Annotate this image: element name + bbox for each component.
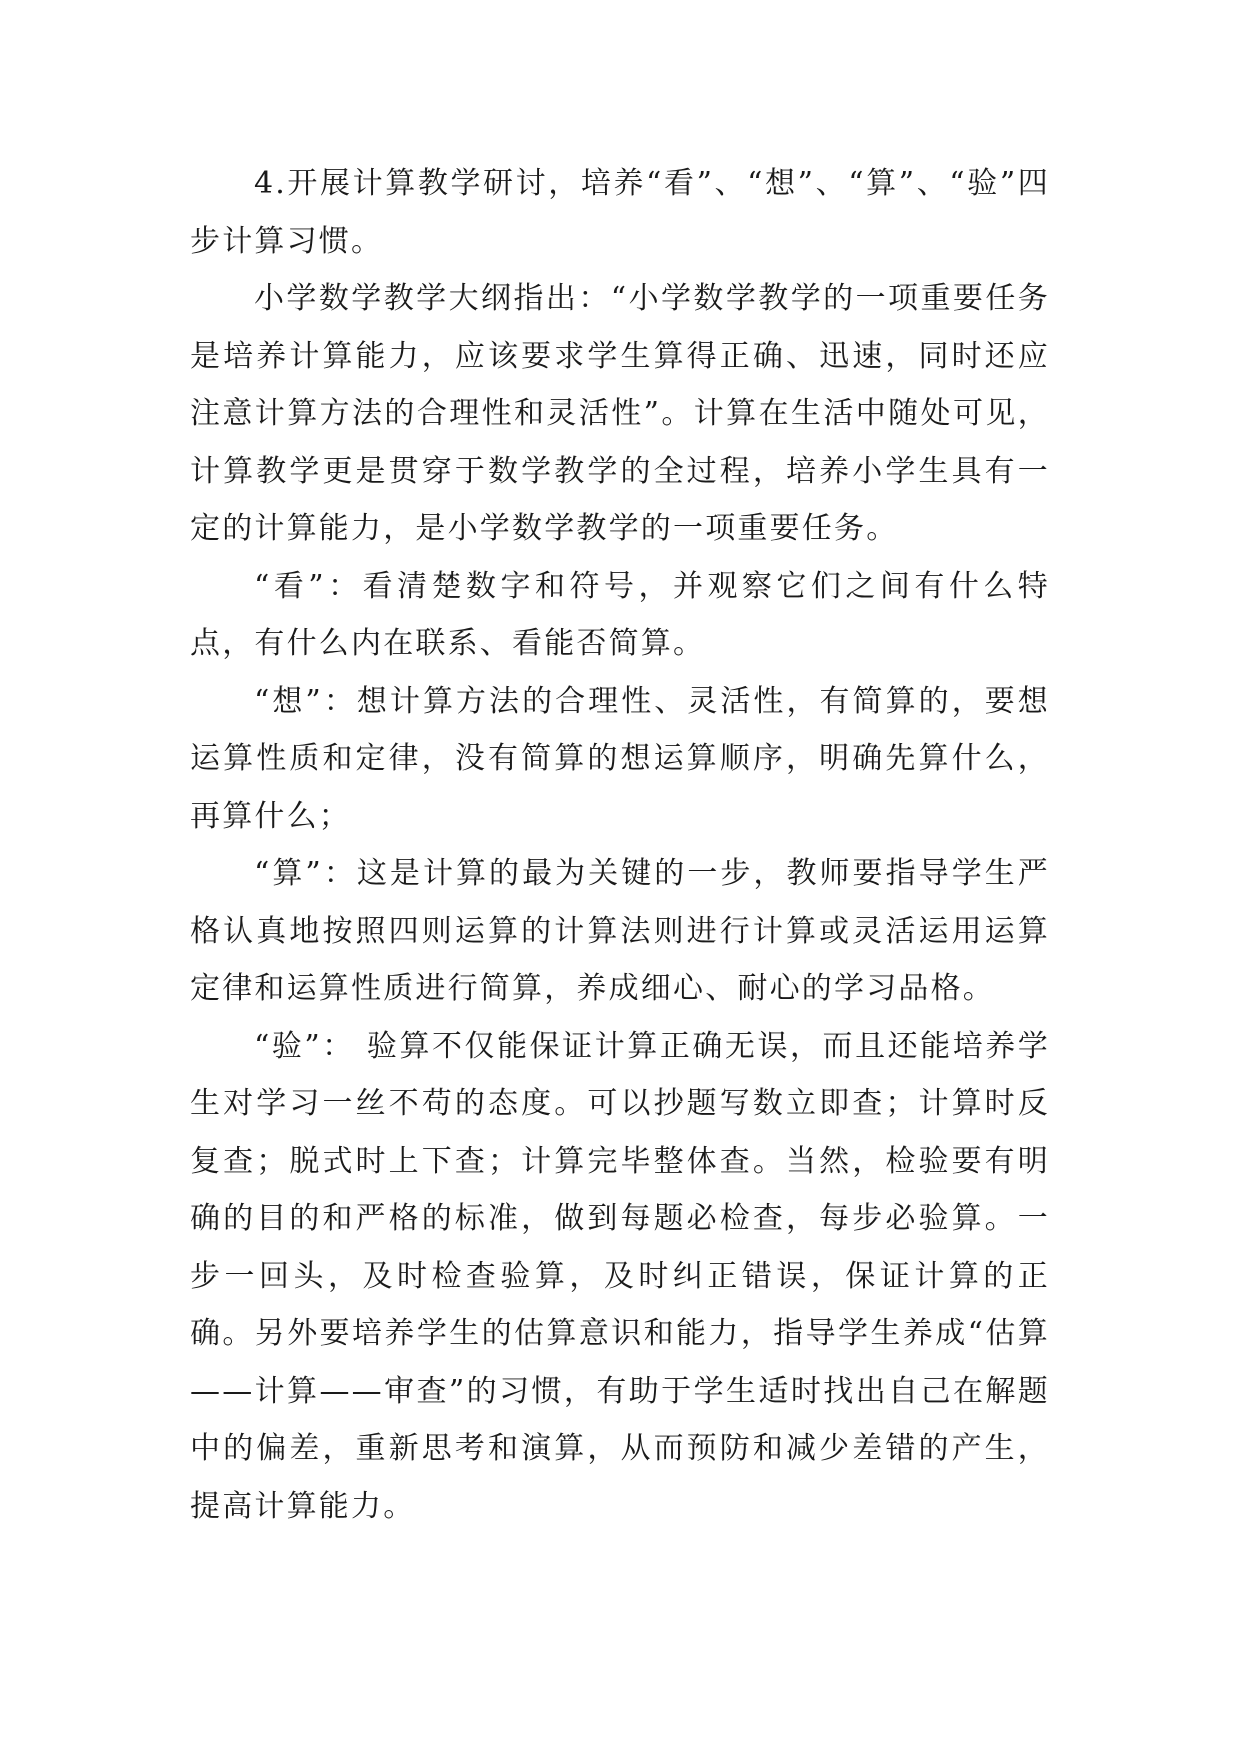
paragraph-syllabus: 小学数学教学大纲指出：“小学数学教学的一项重要任务是培养计算能力，应该要求学生算得正确、迅速，同时还应注意计算方法的合理性和灵活性”。计算在生活中随处可见，计算教学更是贯穿于数学教学的全过程，培养小学生具有一定的计算能力，是小学数学教学的一项重要任务。 [190,281,1050,546]
paragraph-verify: “验”： 验算不仅能保证计算正确无误，而且还能培养学生对学习一丝不苟的态度。可以抄题写数立即查；计算时反复查；脱式时上下查；计算完毕整体查。当然，检验要有明确的目的和严格的标准，做到每题必检查，每步必验算。一步一回头，及时检查验算，及时纠正错误，保证计算的正确。另外要培养学生的估算意识和能力，指导学生养成“估算——计算——审查”的习惯，有助于学生适时找出自己在解题中的偏差，重新思考和演算，从而预防和减少差错的产生，提高计算能力。 [190,1028,1050,1524]
paragraph-calculate: “算”：这是计算的最为关键的一步，教师要指导学生严格认真地按照四则运算的计算法则进行计算或灵活运用运算定律和运算性质进行简算，养成细心、耐心的学习品格。 [190,856,1050,1006]
body-text [190,155,1050,1535]
paragraph-think: “想”：想计算方法的合理性、灵活性，有简算的，要想运算性质和定律，没有简算的想运算顺序，明确先算什么，再算什么； [190,683,1050,834]
section-heading: 4.开展计算教学研讨，培养“看”、“想”、“算”、“验”四步计算习惯。 [190,166,1050,259]
paragraph-look: “看”：看清楚数字和符号，并观察它们之间有什么特点，有什么内在联系、看能否简算。 [190,568,1050,661]
